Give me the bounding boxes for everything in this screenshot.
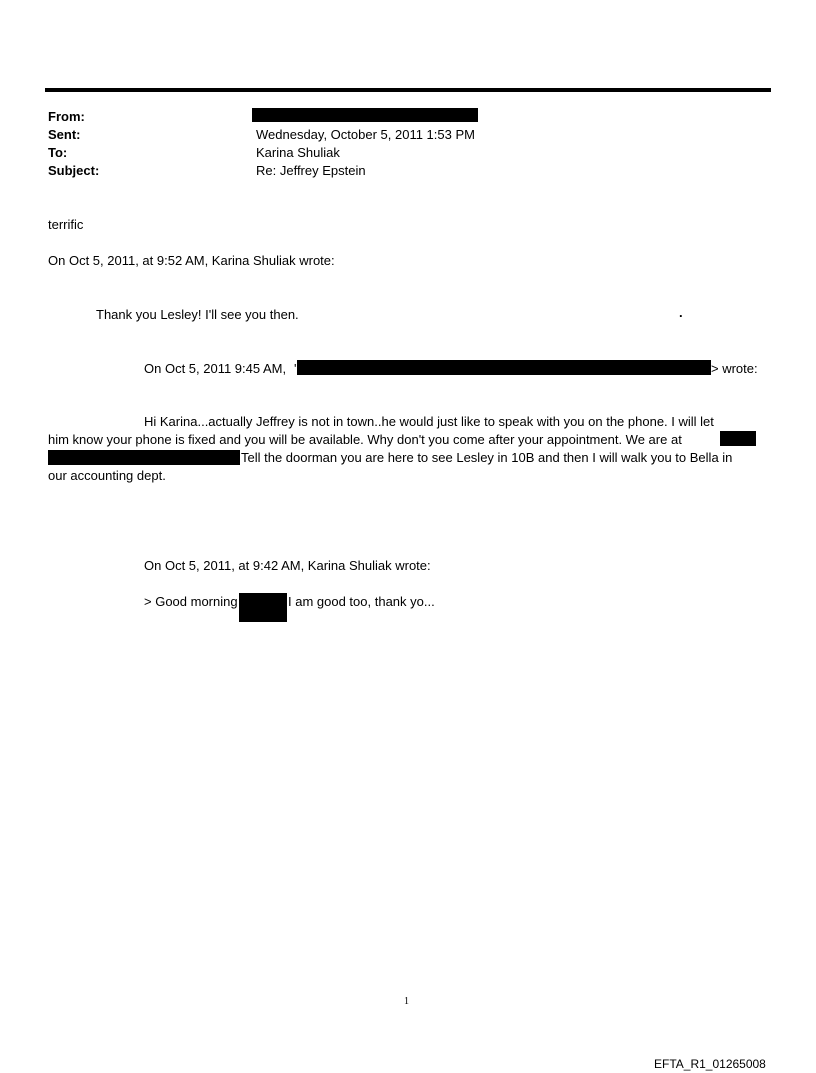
quote3-suffix: I am good too, thank yo... xyxy=(288,594,435,609)
subject-value: Re: Jeffrey Epstein xyxy=(256,163,366,178)
sender-email-redaction xyxy=(297,360,711,375)
quote2-header-prefix: On Oct 5, 2011 9:45 AM, xyxy=(144,361,287,376)
quote3-prefix: > Good morning xyxy=(144,594,238,609)
document-id: EFTA_R1_01265008 xyxy=(654,1057,766,1071)
quote2-header-suffix: > wrote: xyxy=(711,361,758,376)
to-label: To: xyxy=(48,145,68,160)
subject-label: Subject: xyxy=(48,163,100,178)
from-label: From: xyxy=(48,109,85,124)
quote1-header: On Oct 5, 2011, at 9:52 AM, Karina Shuliak wrote: xyxy=(48,253,335,268)
reply-text: terrific xyxy=(48,217,84,232)
quote2-line-2: him know your phone is fixed and you will be available. Why don't you come after your appointment. We are at xyxy=(48,432,682,447)
sent-label: Sent: xyxy=(48,127,81,142)
address-redaction-2 xyxy=(48,450,240,465)
quote2-header-tick: ' xyxy=(294,361,297,376)
quote3-header: On Oct 5, 2011, at 9:42 AM, Karina Shuliak wrote: xyxy=(144,558,431,573)
quote1-text: Thank you Lesley! I'll see you then. xyxy=(96,307,299,322)
from-redaction xyxy=(252,108,478,122)
header-rule xyxy=(45,88,771,92)
sent-value: Wednesday, October 5, 2011 1:53 PM xyxy=(256,127,475,142)
page-number: 1 xyxy=(404,996,409,1007)
quote2-line-1: Hi Karina...actually Jeffrey is not in town..he would just like to speak with you on the phone. I will let xyxy=(144,414,714,429)
quote2-line-3: Tell the doorman you are here to see Lesley in 10B and then I will walk you to Bella in xyxy=(241,450,733,465)
quote1-dot: . xyxy=(679,305,683,320)
name-redaction xyxy=(239,593,287,622)
to-value: Karina Shuliak xyxy=(256,145,340,160)
quote2-line-4: our accounting dept. xyxy=(48,468,166,483)
address-redaction-1 xyxy=(720,431,756,446)
